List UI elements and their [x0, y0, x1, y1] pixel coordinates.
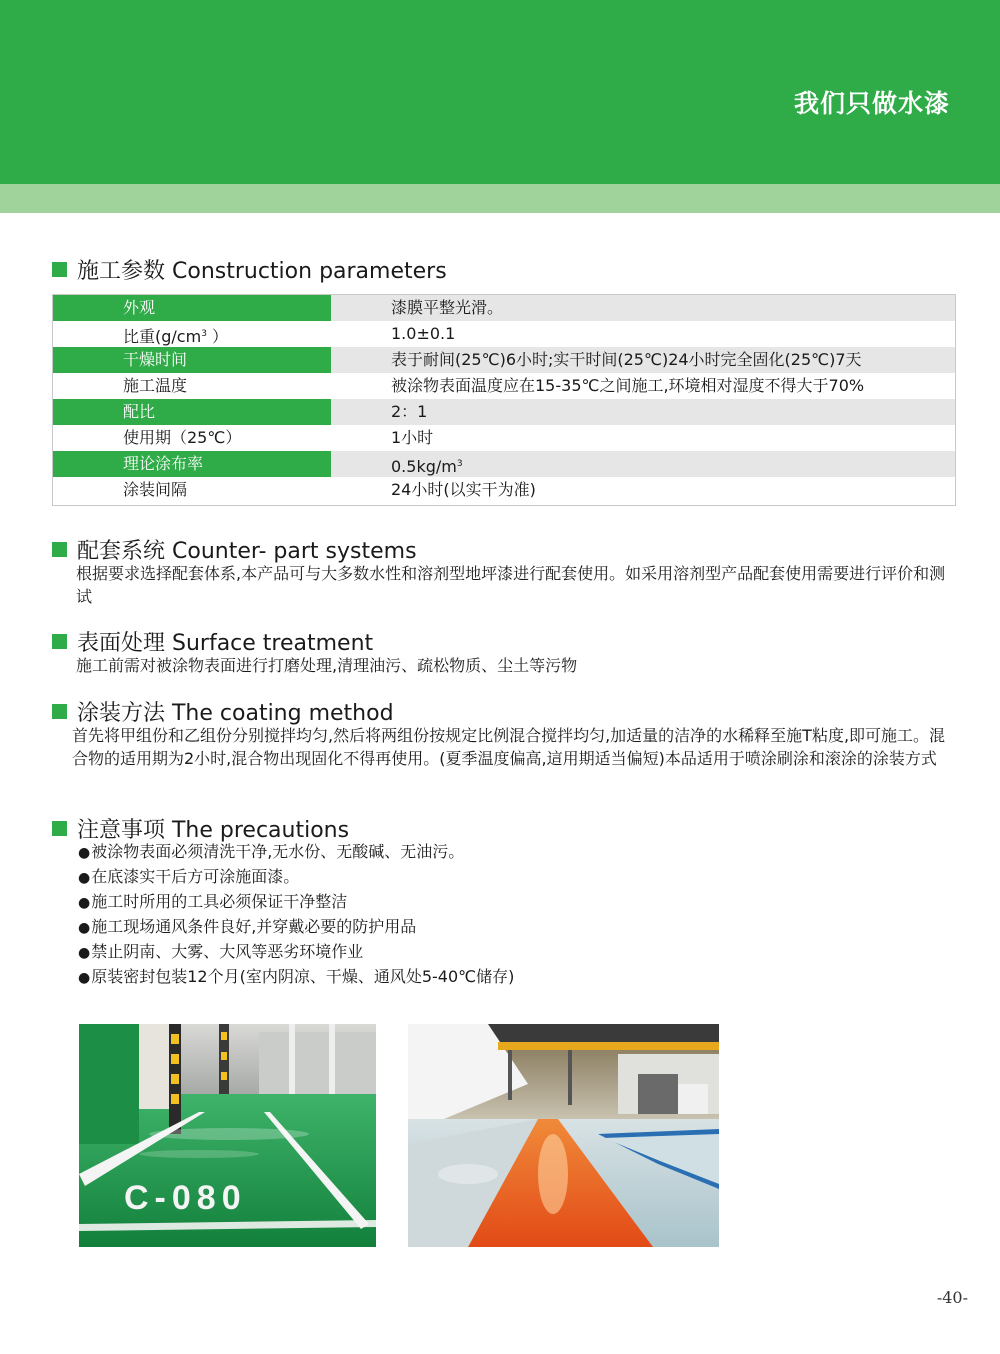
section-title-construction	[52, 259, 447, 285]
list-item-text: 禁止阴南、大雾、大风等恶劣环境作业	[91, 942, 364, 961]
param-label: 使用期（25℃）	[53, 425, 331, 451]
param-label-text: 比重(g/cm	[123, 327, 202, 346]
table-row	[53, 295, 955, 321]
green-square-icon	[52, 704, 67, 719]
param-value	[331, 451, 955, 477]
section-title-text: 配套系统 Counter- part systems	[77, 539, 417, 564]
green-square-icon	[52, 542, 67, 557]
list-item	[78, 890, 514, 915]
table-row	[53, 321, 955, 347]
surface-text: 施工前需对被涂物表面进行打磨处理,清理油污、疏松物质、尘土等污物	[76, 656, 578, 675]
table-row	[53, 399, 955, 425]
list-item	[78, 915, 514, 940]
param-value: 24小时(以实干为准)	[331, 477, 955, 503]
list-item	[78, 965, 514, 990]
bullet-icon: ●	[78, 845, 91, 861]
brand-slogan: 我们只做水漆	[793, 89, 950, 118]
superscript: 3	[201, 329, 207, 339]
table-row	[53, 347, 955, 373]
precautions-list	[78, 840, 514, 990]
param-value: 1.0±0.1	[331, 321, 955, 347]
coating-text: 首先将甲组份和乙组份分别搅拌均匀,然后将两组份按规定比例混合搅拌均匀,加适量的洁净的水稀释至施T粘度,即可施工。混合物的适用期为2小时,混合物出现固化不得再使用。(夏季温度偏高,這用期适当偏短)本品适用于喷涂刷涂和滚涂的涂装方式	[72, 726, 946, 768]
parameters-table	[52, 294, 956, 506]
bullet-icon: ●	[78, 920, 91, 936]
green-square-icon	[52, 262, 67, 277]
parking-floor-photo	[79, 1024, 376, 1247]
counterpart-text: 根据要求选择配套体系,本产品可与大多数水性和溶剂型地坪漆进行配套使用。如采用溶剂型产品配套使用需要进行评价和测试	[76, 564, 946, 606]
list-item	[78, 865, 514, 890]
bullet-icon: ●	[78, 970, 91, 986]
param-label: 涂装间隔	[53, 477, 331, 503]
param-label-tail: ）	[206, 327, 229, 346]
factory-floor-image	[408, 1024, 719, 1247]
param-value: 1小时	[331, 425, 955, 451]
list-item	[78, 940, 514, 965]
factory-floor-photo	[408, 1024, 719, 1247]
table-row	[53, 425, 955, 451]
list-item-text: 原装密封包装12个月(室内阴凉、干燥、通风处5-40℃储存)	[91, 967, 515, 986]
param-label: 理论涂布率	[53, 451, 331, 477]
list-item-text: 被涂物表面必须清洗干净,无水份、无酸碱、无油污。	[91, 842, 465, 861]
section-title-text: 施工参数 Construction parameters	[77, 259, 447, 284]
section-title-text: 注意事项 The precautions	[77, 818, 350, 843]
param-value: 表于耐间(25℃)6小时;实干时间(25℃)24小时完全固化(25℃)7天	[331, 347, 955, 373]
list-item	[78, 840, 514, 865]
page-number: -40-	[936, 1288, 968, 1307]
param-value: 漆膜平整光滑。	[331, 295, 955, 321]
superscript: 3	[456, 459, 463, 469]
param-label: 外观	[53, 295, 331, 321]
param-label: 配比	[53, 399, 331, 425]
parking-marking: C-080	[124, 1179, 247, 1217]
bullet-icon: ●	[78, 895, 91, 911]
table-row	[53, 373, 955, 399]
bullet-icon: ●	[78, 870, 91, 886]
param-label: 施工温度	[53, 373, 331, 399]
section-title-text: 涂装方法 The coating method	[77, 701, 394, 726]
param-value: 被涂物表面温度应在15-35℃之间施工,环境相对湿度不得大于70%	[331, 373, 955, 399]
list-item-text: 施工时所用的工具必须保证干净整洁	[91, 892, 348, 911]
param-label: 干燥时间	[53, 347, 331, 373]
parking-floor-image	[79, 1024, 376, 1247]
list-item-text: 施工现场通风条件良好,并穿戴必要的防护用品	[91, 917, 417, 936]
param-value-text: 0.5kg/m	[391, 457, 457, 476]
table-row	[53, 451, 955, 477]
list-item-text: 在底漆实干后方可涂施面漆。	[91, 867, 300, 886]
header-stripe	[0, 184, 1000, 213]
header-banner	[0, 0, 1000, 184]
param-value: 2：1	[331, 399, 955, 425]
section-title-text: 表面处理 Surface treatment	[77, 631, 374, 656]
table-row	[53, 477, 955, 503]
param-label	[53, 321, 331, 347]
green-square-icon	[52, 634, 67, 649]
bullet-icon: ●	[78, 945, 91, 961]
green-square-icon	[52, 821, 67, 836]
